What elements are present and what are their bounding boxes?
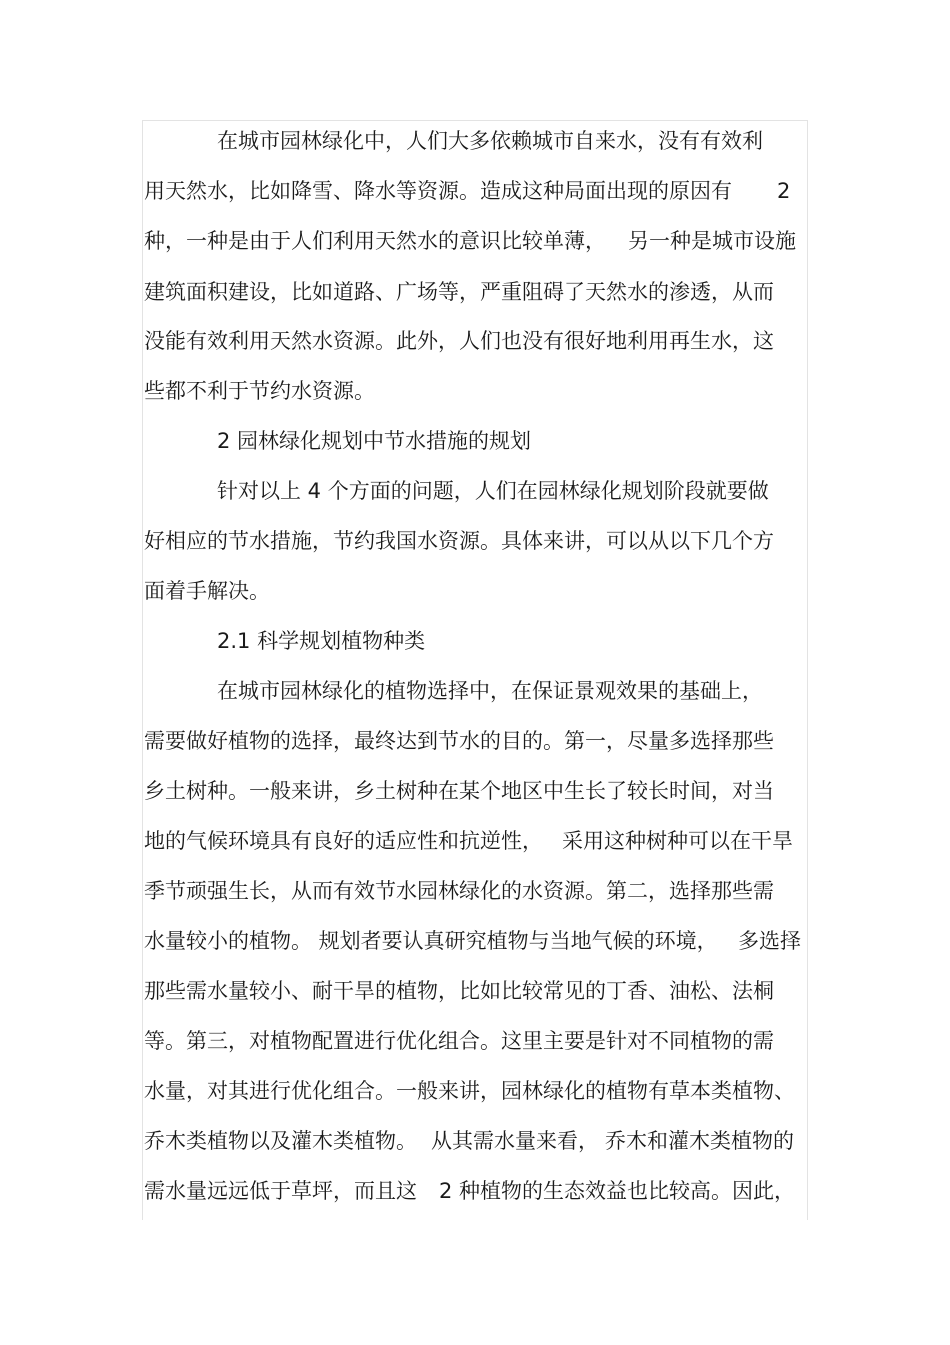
- text-line: 等。第三，对植物配置进行优化组合。这里主要是针对不同植物的需: [144, 1029, 774, 1053]
- text-line: 没能有效利用天然水资源。此外，人们也没有很好地利用再生水，这: [144, 329, 774, 353]
- text-segment: 采用这种树种可以在干旱: [562, 829, 793, 853]
- section-heading: 2 园林绿化规划中节水措施的规划: [217, 429, 532, 453]
- text-line: 季节顽强生长，从而有效节水园林绿化的水资源。第二，选择那些需: [144, 879, 774, 903]
- text-segment: 另一种是城市设施: [628, 229, 796, 253]
- text-line: [144, 926, 804, 956]
- text-line: [144, 1176, 804, 1206]
- text-line: 那些需水量较小、耐干旱的植物，比如比较常见的丁香、油松、法桐: [144, 979, 774, 1003]
- text-line: [144, 226, 804, 256]
- text-line: 针对以上 4 个方面的问题，人们在园林绿化规划阶段就要做: [217, 479, 769, 503]
- text-line: 面着手解决。: [144, 579, 270, 603]
- text-segment: 2: [777, 179, 791, 203]
- text-line: 好相应的节水措施，节约我国水资源。具体来讲，可以从以下几个方: [144, 529, 774, 553]
- text-line: [144, 826, 804, 856]
- text-line: 在城市园林绿化的植物选择中，在保证景观效果的基础上，: [217, 679, 763, 703]
- text-segment: 地的气候环境具有良好的适应性和抗逆性，: [144, 829, 543, 853]
- text-line: 水量，对其进行优化组合。一般来讲，园林绿化的植物有草本类植物、: [144, 1079, 795, 1103]
- text-line: 需要做好植物的选择，最终达到节水的目的。第一，尽量多选择那些: [144, 729, 774, 753]
- text-segment: 种，一种是由于人们利用天然水的意识比较单薄，: [144, 229, 606, 253]
- text-segment: 水量较小的植物。 规划者要认真研究植物与当地气候的环境，: [144, 929, 718, 953]
- text-line: 在城市园林绿化中，人们大多依赖城市自来水，没有有效利: [217, 129, 763, 153]
- text-line: [144, 176, 794, 206]
- text-line: 乡土树种。一般来讲，乡土树种在某个地区中生长了较长时间，对当: [144, 779, 774, 803]
- text-segment: 2 种植物的生态效益也比较高。因此，: [439, 1179, 796, 1203]
- text-line: 些都不利于节约水资源。: [144, 379, 375, 403]
- text-segment: 乔木和灌木类植物的: [605, 1129, 794, 1153]
- text-segment: 需水量远远低于草坪，而且这: [144, 1179, 417, 1203]
- text-segment: 多选择: [738, 929, 801, 953]
- text-segment: 用天然水，比如降雪、降水等资源。造成这种局面出现的原因有: [144, 179, 732, 203]
- text-line: 建筑面积建设，比如道路、广场等，严重阻碍了天然水的渗透，从而: [144, 280, 774, 304]
- text-line: [144, 1126, 804, 1156]
- text-segment: 乔木类植物以及灌木类植物。: [144, 1129, 417, 1153]
- text-segment: 从其需水量来看，: [431, 1129, 599, 1153]
- subsection-heading: 2.1 科学规划植物种类: [217, 629, 426, 653]
